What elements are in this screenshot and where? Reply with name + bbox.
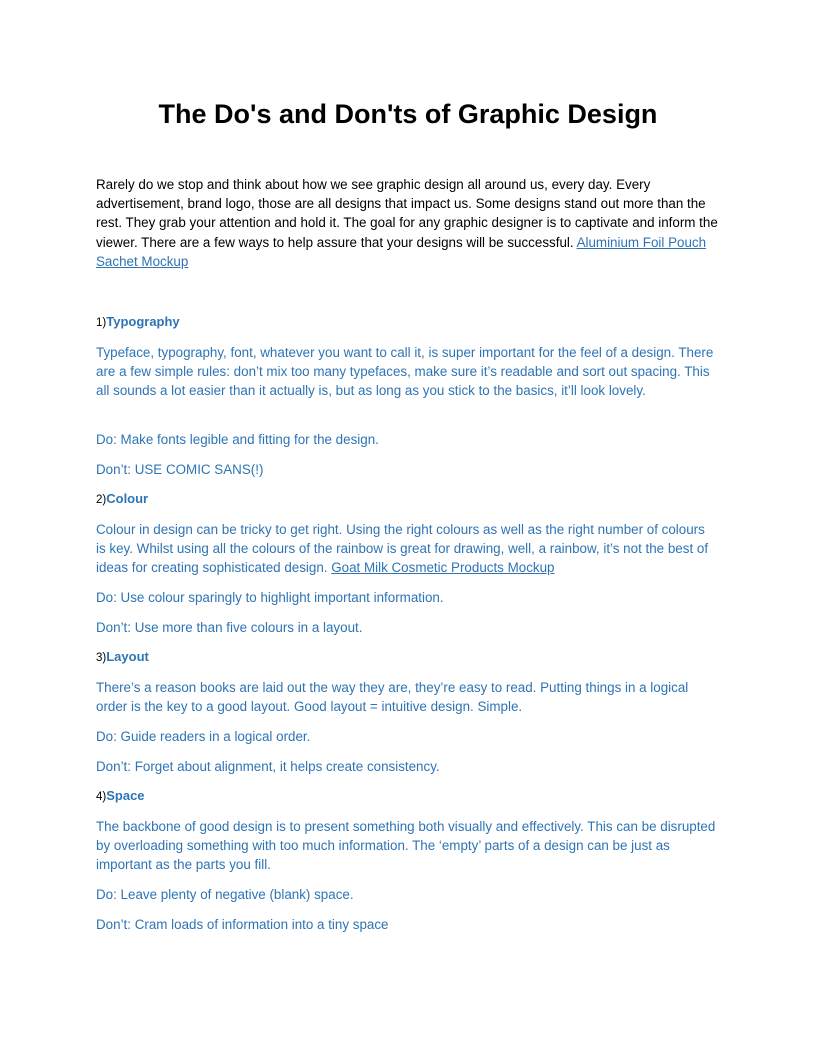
do-typography: Do: Make fonts legible and fitting for the design. (96, 432, 379, 447)
colour-link[interactable]: Goat Milk Cosmetic Products Mockup (331, 560, 555, 576)
do-space: Do: Leave plenty of negative (blank) space. (96, 887, 354, 902)
section-heading-layout (96, 648, 149, 667)
section-number: 2) (96, 494, 107, 506)
section-title: Space (106, 788, 145, 803)
section-number: 4) (96, 791, 107, 803)
intro-link[interactable]: Aluminium Foil Pouch Sachet Mockup (96, 234, 707, 269)
do-layout: Do: Guide readers in a logical order. (96, 729, 311, 744)
intro-text: Rarely do we stop and think about how we see graphic design all around us, every day. Every advertisement, brand logo, those are all designs that impact us. Some designs stand out more than the rest. They grab your attention and hold it. The goal for any graphic designer is to captivate and inform the viewer. There are a few ways to help assure that your designs will be successful. (96, 177, 718, 250)
section-number: 3) (96, 652, 107, 664)
dont-colour: Don’t: Use more than five colours in a layout. (96, 620, 363, 635)
section-heading-space (96, 787, 145, 806)
section-body-colour (96, 520, 718, 578)
section-title: Typography (106, 314, 180, 329)
section-title: Layout (106, 649, 149, 664)
section-body-space: The backbone of good design is to present something both visually and effectively. This can be disrupted by overloading something with too much information. The ‘empty’ parts of a design can be just as important as the parts you fill. (96, 819, 716, 873)
section-body-typography: Typeface, typography, font, whatever you want to call it, is super important for the feel of a design. There are a few simple rules: don’t mix too many typefaces, make sure it’s readable and sort out spacing. This all sounds a lot easier than it actually is, but as long as you stick to the basics, it’ll look lovely. (96, 345, 714, 399)
dont-layout: Don’t: Forget about alignment, it helps create consistency. (96, 759, 440, 774)
intro-paragraph (96, 175, 718, 271)
dont-typography: Don’t: USE COMIC SANS(!) (96, 462, 264, 477)
section-body-layout: There’s a reason books are laid out the way they are, they’re easy to read. Putting things in a logical order is the key to a good layout. Good layout = intuitive design. Simple. (96, 680, 689, 715)
dont-space: Don’t: Cram loads of information into a tiny space (96, 917, 389, 932)
do-colour: Do: Use colour sparingly to highlight important information. (96, 590, 444, 605)
section-heading-typography (96, 313, 180, 332)
section-title: Colour (106, 491, 149, 506)
section-heading-colour (96, 490, 148, 509)
page-title: The Do's and Don'ts of Graphic Design (158, 99, 658, 129)
section-body-text: Colour in design can be tricky to get right. Using the right colours as well as the right number of colours is key. Whilst using all the colours of the rainbow is great for drawing, well, a rainbow, it’s not the best of ideas for creating sophisticated design. (96, 522, 709, 576)
section-number: 1) (96, 317, 107, 329)
